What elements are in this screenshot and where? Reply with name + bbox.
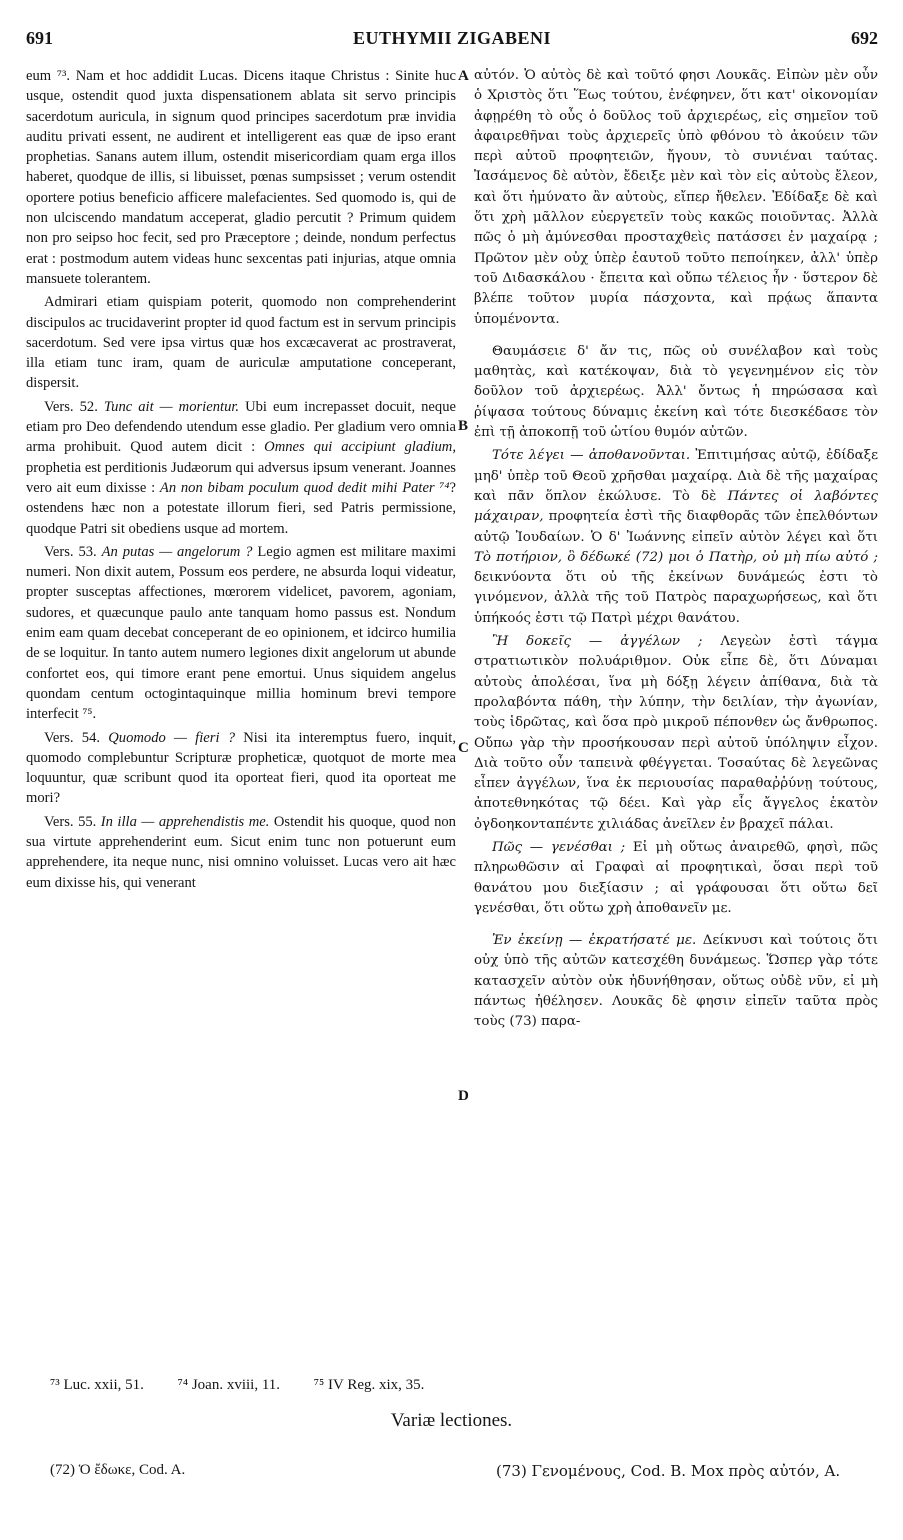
verse-number: Vers. 52. [44, 398, 98, 415]
latin-paragraph [26, 542, 456, 725]
commentary-text: Nisi ita interemptus fuero, inquit, quomodo complebuntur Scripturæ propheticæ, quotquot de morte mea loquuntur, quæ scribunt quod ita oporteat fieri, quod ita oporteat me mori? [26, 729, 456, 807]
latin-paragraph [26, 812, 456, 893]
margin-letter-b: B [458, 418, 469, 434]
margin-letter-a: A [458, 68, 469, 84]
lemma: Quomodo — fieri ? [108, 729, 235, 746]
greek-paragraph: αὐτόν. Ὁ αὐτὸς δὲ καὶ τοῦτό φησι Λουκᾶς. Εἰπὼν μὲν οὖν ὁ Χριστὸς ὅτι Ἕως τούτου, ἐνέφηνεν, ὅτι κατ' οἰκονομίαν ἀφῃρέθη τὸ οὖς ὁ δοῦλος τοῦ ἀρχιερέως, εἰς σημεῖον τοῦ ἀφαιρεθῆναι τοὺς ἀρχιερεῖς ὑπὸ φθόνου τὸ ἀκούειν τῶν περὶ αὐτοῦ προφητειῶν, ἤγουν, τὸ συνιέναι ταύτας. Ἰασάμενος δὲ αὐτὸν, ἔδειξε μὲν καὶ τὸν εἰς αὐτοὺς ἔλεον, καὶ ὅτι ἠμύνατο ἂν αὐτοὺς, εἴπερ ἤθελεν. Ἐδίδαξε δὲ καὶ ὅτι χρὴ μᾶλλον εὐεργετεῖν τοὺς κακῶς ποιοῦντας. Ἀλλὰ πῶς ὁ μὴ ἀμύνεσθαι προσταχθεὶς πατάσσει ἐν μαχαίρᾳ ; Πρῶτον μὲν οὐχ ὑπὲρ ἑαυτοῦ τοῦτο πεποίηκεν, ἀλλ' ὑπὲρ τοῦ Διδασκάλου · ἔπειτα καὶ οὔπω τέλειος ἦν · ὕστερον δὲ βλέπε τοῦτον μυρία πάσχοντα, καὶ πρᾴως ἅπαντα ὑπομένοντα. [474, 68, 878, 327]
greek-paragraph [474, 632, 878, 835]
commentary-text: δεικνύοντα ὅτι οὐ τῆς ἐκείνων δυνάμεώς ἐστι τὸ γινόμενον, ἀλλὰ τῆς τοῦ Πατρὸς παραχωρήσεως, καὶ ὅτι ὑπήκοός ἐστι τῷ Πατρὶ μέχρι θανάτου. [474, 570, 878, 626]
page-number-right: 692 [851, 28, 878, 48]
lemma: Τότε λέγει — ἀποθανοῦνται. [492, 448, 691, 464]
quotation: Πάντες οἱ λαβόντες μάχαιραν, [474, 488, 878, 525]
quotation: An non bibam poculum quod dedit mihi Pater ⁷⁴ [159, 479, 450, 496]
commentary-text: prophetia est perditionis Judæorum qui adversus ipsum venerant. Joannes vero ait eum dixisse : [26, 459, 456, 496]
commentary-text: Ubi eum increpasset docuit, neque etiam pro Deo defendendo utendum esse gladio. Per gladium vero omnia arma prohibuit. Quod autem dicit : [26, 398, 456, 456]
lemma: In illa — apprehendistis me. [100, 813, 270, 830]
commentary-text: Ostendit his quoque, quod non sua virtute apprehenderint eum. Sicut enim tunc non potuerunt eum apprehendere, ita neque nunc, nisi omnino voluisset. Lucas vero ait hæc eum dixisse his, qui venerant [26, 813, 456, 891]
commentary-text: Legio agmen est militare maximi numeri. Non dixit autem, Possum eos perdere, ne absurda loqui videatur, propter susceptas affectiones, mœrorem videlicet, pavorem, agoniam, sudores, et quæcunque paulo ante tanquam homo passus est. Nondum enim eam quam decebat conceperant de eo opinionem, et idcirco humilia de se loquitur. In tanto autem numero legiones dixit angelorum ut abunde confortet eos, qui timore erant pene emortui. Unus siquidem angelus quondam centum octogintaquinque millia hominum brevi tempore interfecit ⁷⁵. [26, 543, 456, 723]
margin-letter-d: D [458, 1088, 469, 1104]
variae-lectiones-heading: Variæ lectiones. [390, 1410, 513, 1431]
quotation: Τὸ ποτήριον, ὃ δέδωκέ (72) μοι ὁ Πατὴρ, οὐ μὴ πίω αὐτό ; [474, 549, 878, 565]
commentary-text: προφητεία ἐστὶ τῆς διαφθορᾶς τῶν ἐπελθόντων αὐτῷ Ἰουδαίων. Ὁ δ' Ἰωάννης εἰπεῖν αὐτὸν λέγει καὶ ὅτι [474, 509, 878, 545]
margin-letter-c: C [458, 740, 469, 756]
running-title: EUTHYMII ZIGABENI [352, 28, 552, 48]
latin-paragraph: Admirari etiam quispiam poterit, quomodo non comprehenderint discipulos ac trucidaverint propter id quod factum est in servum principis sacerdotum. Sed vere ipsa virtus quæ hos excæcaverat ac prostraverat, illa etiam tunc iram, quam de auriculæ amputatione conceperant, dispersit. [26, 294, 456, 392]
footnote: ⁷⁴ Joan. xviii, 11. [177, 1377, 281, 1393]
greek-paragraph [474, 838, 878, 919]
footnote: ⁷³ Luc. xxii, 51. [50, 1377, 144, 1393]
page-header [26, 28, 878, 56]
lemma: Ἐν ἐκείνῃ — ἐκρατήσατέ με. [492, 933, 697, 949]
latin-paragraph [26, 728, 456, 809]
greek-paragraph: Θαυμάσειε δ' ἄν τις, πῶς οὐ συνέλαβον καὶ τοὺς μαθητὰς, καὶ κατέκοψαν, διὰ τὸ γεγενημένον εἰς τὸν δοῦλον τοῦ ἀρχιερέως. Ἀλλ' ὄντως ἡ πηρώσασα καὶ ῥίψασα τούτους δύναμις ἐκείνη καὶ τότε διεσκέδασε τὸν ἐπὶ τῇ ἀποκοπῇ τοῦ ὠτίου θυμόν αὐτῶν. [474, 343, 878, 441]
variant-reading: (72) Ὁ ἔδωκε, Cod. A. [50, 1462, 186, 1478]
commentary-text: Λεγεὼν ἐστὶ τάγμα στρατιωτικὸν πολυάριθμον. Οὐκ εἶπε δὲ, ὅτι Δύναμαι αὐτοὺς ἀπολέσαι, ἵνα μὴ δόξῃ λέγειν ἀπίθανα, διὰ τὰ προλαβόντα πάθη, τὴν λύπην, τὴν δειλίαν, τὴν ἀγωνίαν, τοὺς ἱδρῶτας, καὶ ὅσα πρὸ μικροῦ πέπονθεν ὡς ἄνθρωπος. Οὔπω γὰρ τὴν προσήκουσαν περὶ αὐτοῦ ὑπόληψιν εἶχον. Διὰ τοῦτο οὖν ταπεινὰ φθέγγεται. Τοσαύτας δὲ λεγεῶνας εἶπεν ἀγγέλων, ἵνα ἐκ περιουσίας παραθαῤῥύνῃ τούτους, ἀποτεθνηκότας τῷ δέει. Καὶ γὰρ εἷς ἄγγελος ἑκατὸν ὀγδοηκονταπέντε χιλιάδας ἀνεῖλεν ἐν βραχεῖ πάλαι. [474, 634, 878, 832]
commentary-text: Εἰ μὴ οὕτως ἀναιρεθῶ, φησὶ, πῶς πληρωθῶσιν αἱ Γραφαὶ αἱ προφητικαὶ, ὅσαι περὶ τοῦ θανάτου μου διεξίασιν ; αἱ γράφουσαι ὅτι οὕτω δεῖ γενέσθαι, ὅτι οὕτω χρὴ ἀποθανεῖν με. [474, 839, 878, 916]
latin-paragraph: eum ⁷³. Nam et hoc addidit Lucas. Dicens itaque Christus : Sinite huc usque, ostendit quod juxta dispensationem ablata sit servo principis sacerdotum auricula, in signum quod principes sacerdotum præ invidia auditu privati essent, ne audirent et intelligerent eas quæ de ipso erant prophetias. Sanans autem illum, ostendit misericordiam quam erga illos haberet, quodque de illis, si libuisset, pœnas sumpsisset ; verum ostendit oportere potius beneficio afficere malefacientes. Sed quomodo is, qui de non ulciscendo mandatum acceperat, gladio percutit ? Primum quidem non pro seipso hoc fecit, sed pro Præceptore ; deinde, nondum perfectus erat : postmodum autem videas hunc sexcentas pati injurias, atque omnia mansuete tolerantem. [26, 68, 456, 287]
lemma: Πῶς — γενέσθαι ; [492, 839, 626, 855]
greek-paragraph [474, 446, 878, 629]
verse-number: Vers. 53. [44, 543, 97, 560]
lemma: An putas — angelorum ? [101, 543, 253, 560]
variant-reading: (73) Γενομένους, Cod. B. Mox πρὸς αὐτόν, A. [496, 1462, 841, 1480]
footnote: ⁷⁵ IV Reg. xix, 35. [313, 1377, 425, 1393]
latin-column [26, 66, 456, 1371]
greek-paragraph [474, 931, 878, 1032]
commentary-text: Δείκνυσι καὶ τούτοις ὅτι οὐχ ὑπὸ τῆς αὐτῶν κατεσχέθη δυνάμεως. Ὥσπερ γὰρ τότε κατασχεῖν αὐτὸν οὐκ ἠδυνήθησαν, οὕτως οὐδὲ νῦν, εἰ μὴ πάντως ἠθέλησεν. Λουκᾶς δὲ φησιν εἰπεῖν ταῦτα πρὸς τοὺς (73) παρα- [474, 933, 878, 1030]
commentary-text: Ἐπιτιμήσας αὐτῷ, ἐδίδαξε μηδ' ὑπὲρ τοῦ Θεοῦ χρῆσθαι μαχαίρᾳ. Διὰ δὲ τῆς μαχαίρας καὶ πᾶν ὅπλον ἐκώλυσε. Τὸ δὲ [474, 448, 878, 504]
verse-number: Vers. 54. [44, 729, 101, 746]
lemma: Tunc ait — morientur. [103, 398, 240, 415]
commentary-text: ? ostendens hæc non a potestate illorum fieri, sed Patris permissione, quodque Patri sit obediens usque ad mortem. [26, 479, 456, 537]
page-number-left: 691 [26, 28, 53, 48]
quotation: Omnes qui accipiunt gladium, [264, 439, 456, 456]
latin-paragraph [26, 397, 456, 539]
footnotes [50, 1377, 870, 1394]
lemma: Ἢ δοκεῖς — ἀγγέλων ; [492, 634, 703, 650]
greek-column [474, 66, 878, 1371]
verse-number: Vers. 55. [44, 813, 97, 830]
